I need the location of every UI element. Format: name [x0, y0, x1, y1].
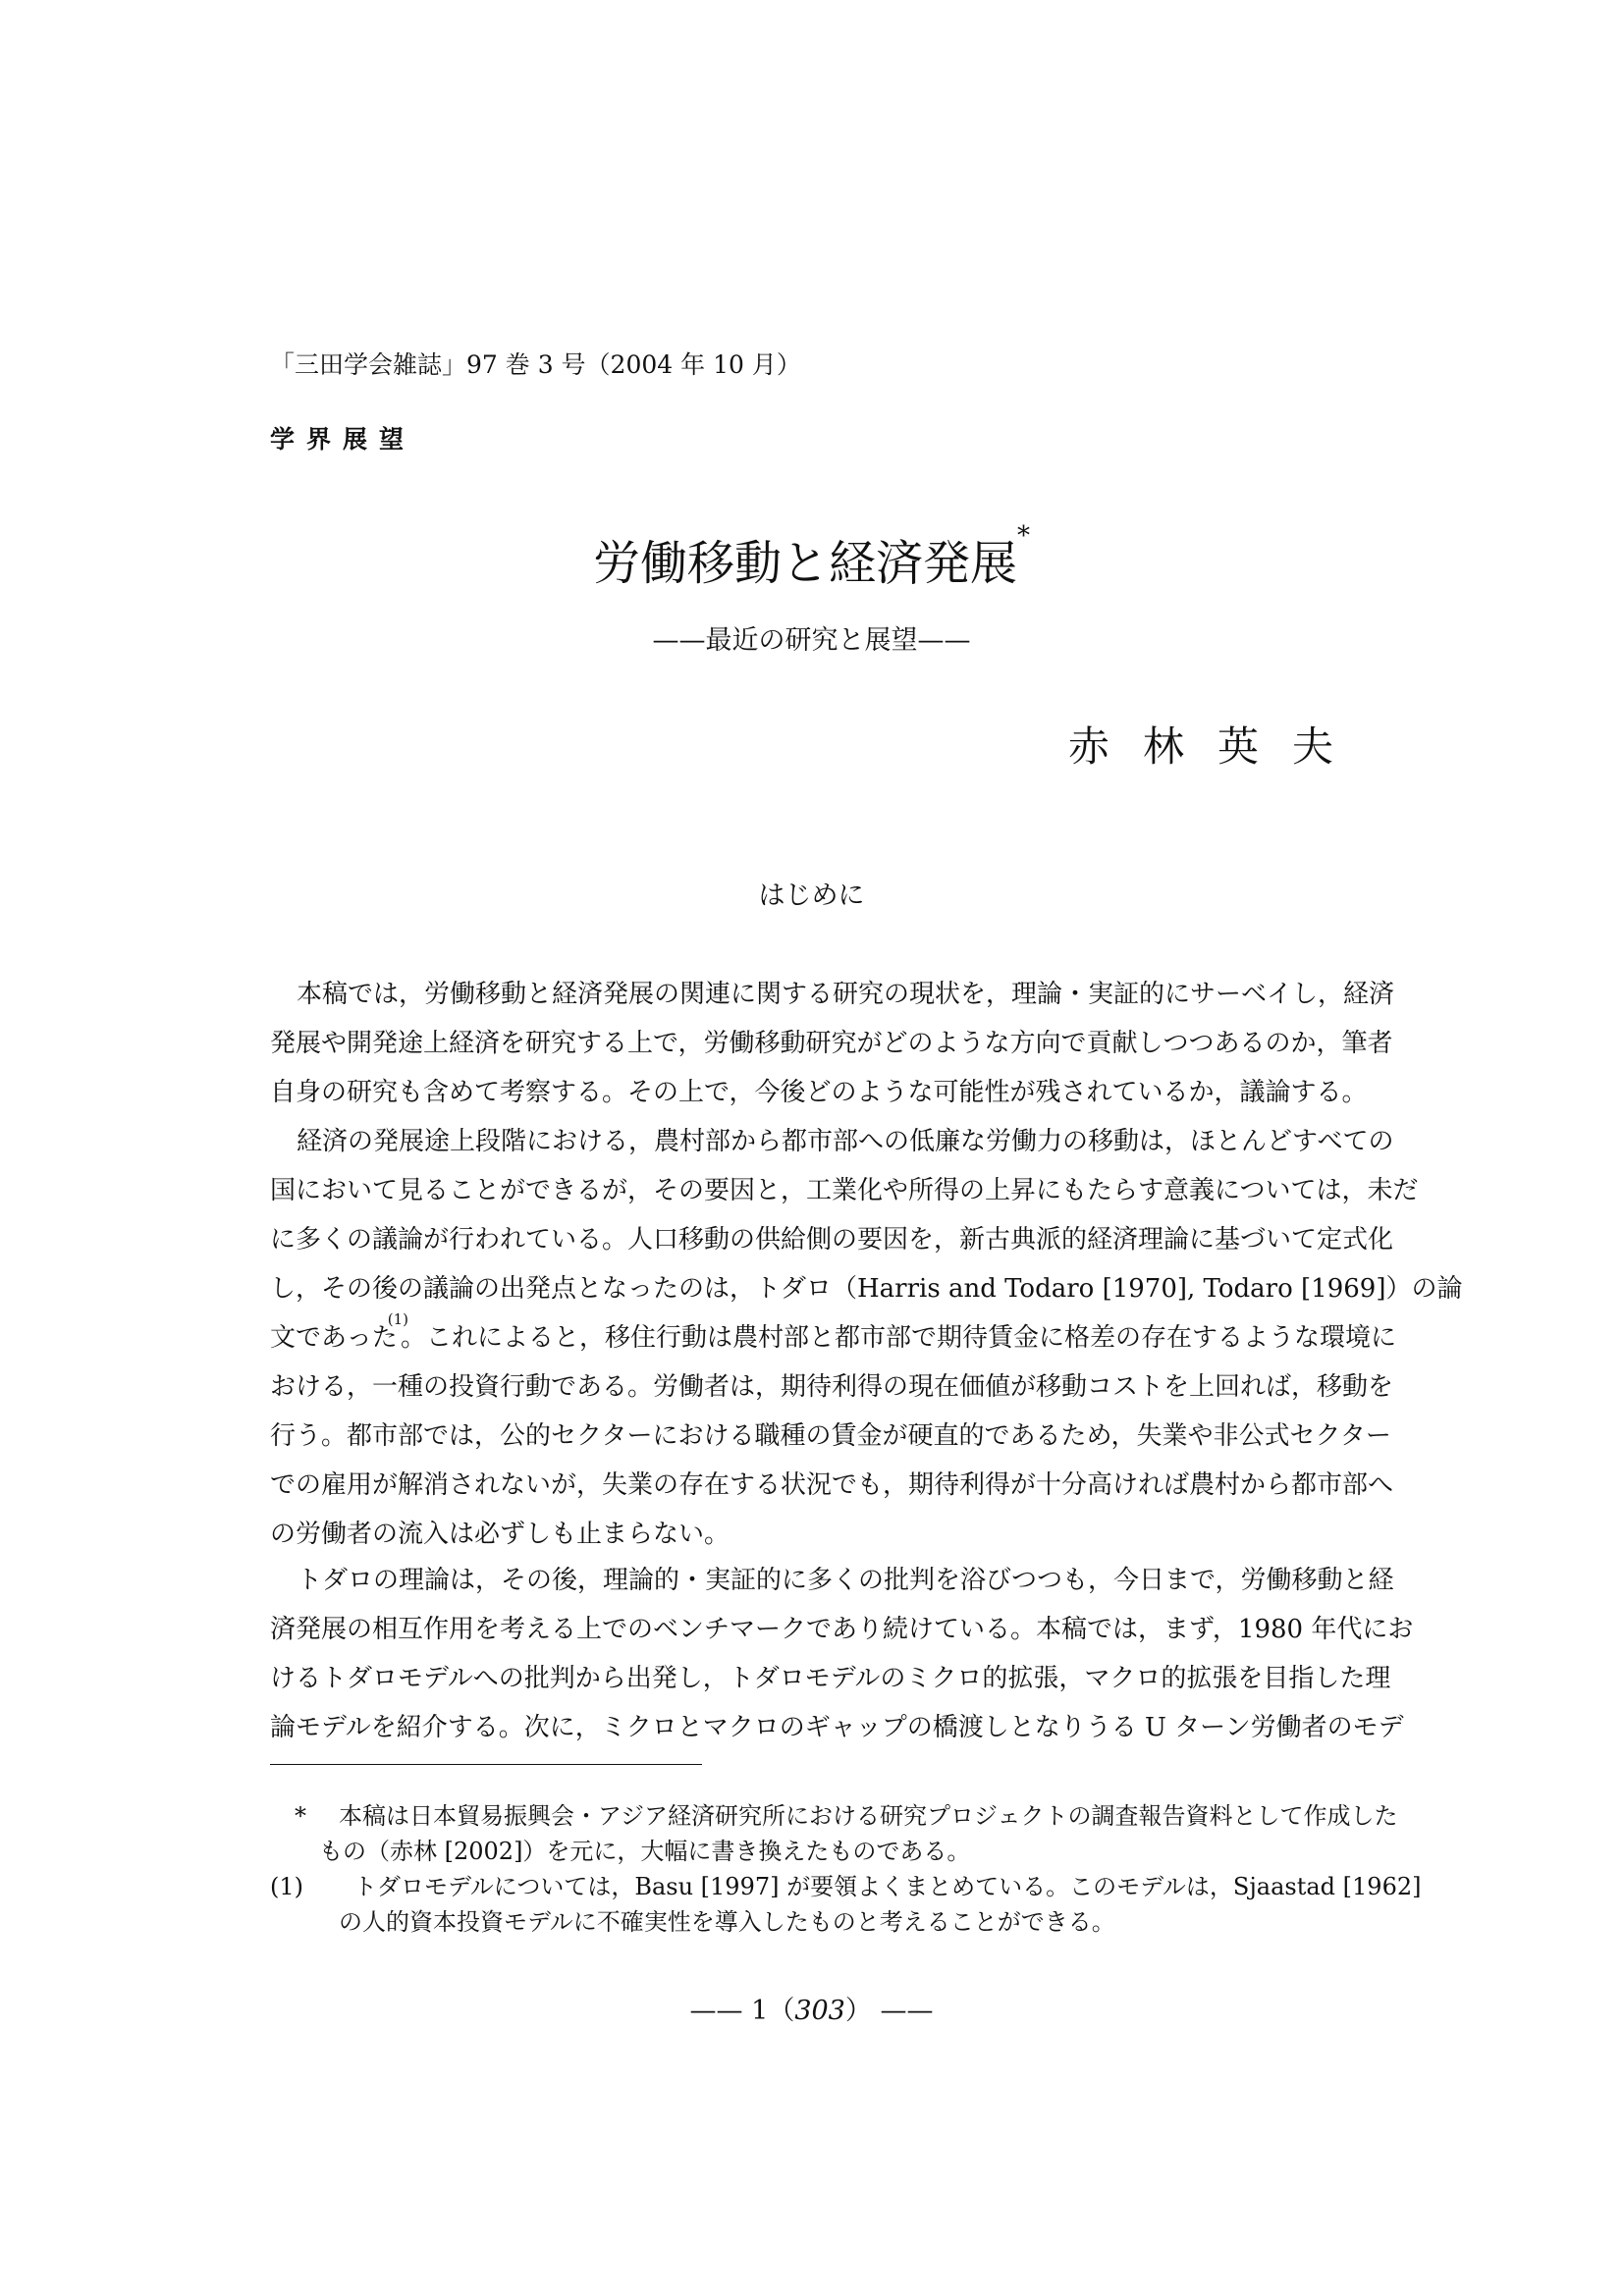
body-line: 国において見ることができるが，その要因と，工業化や所得の上昇にもたらす意義については，未だ [270, 1176, 1419, 1205]
article-title [0, 521, 1623, 593]
body-line: 自身の研究も含めて考察する。その上で，今後どのような可能性が残されているか，議論する。 [270, 1078, 1368, 1107]
title-text: 労働移動と経済発展 [592, 536, 1017, 591]
article-subtitle: ——最近の研究と展望—— [652, 625, 971, 656]
body-text: 文であった [270, 1323, 398, 1353]
body-line: に多くの議論が行われている。人口移動の供給側の要因を，新古典派的経済理論に基づいて定式化 [270, 1225, 1394, 1255]
page-number: —— 1（303） —— [689, 1996, 934, 2026]
footnote-line: 本稿は日本貿易振興会・アジア経済研究所における研究プロジェクトの調査報告資料として作成した [339, 1802, 1398, 1830]
footnote-line: トダロモデルについては，Basu [1997] が要領よくまとめている。このモデルは，Sjaastad [1962] [353, 1873, 1422, 1900]
page-number-value: 1 [751, 1996, 769, 2026]
body-line: 行う。都市部では，公的セクターにおける職種の賃金が硬直的であるため，失業や非公式セクター [270, 1421, 1391, 1451]
page-dash: —— [880, 1996, 934, 2026]
body-line: 経済の発展途上段階における，農村部から都市部への低廉な労働力の移動は，ほとんどすべての [297, 1127, 1394, 1156]
body-line: 済発展の相互作用を考える上でのベンチマークであり続けている。本稿では，まず，1980 年代にお [270, 1615, 1414, 1644]
body-text: 。これによると，移住行動は農村部と都市部で期待賃金に格差の存在するような環境に [401, 1323, 1397, 1353]
journal-citation: 「三田学会雑誌」97 巻 3 号（2004 年 10 月） [270, 350, 801, 379]
page-number-total: 303 [794, 1996, 845, 2026]
section-heading: はじめに [758, 881, 865, 911]
body-line: での雇用が解消されないが，失業の存在する状況でも，期待利得が十分高ければ農村から都市部へ [270, 1470, 1394, 1500]
body-line: トダロの理論は，その後，理論的・実証的に多くの批判を浴びつつも，今日まで，労働移動と経 [297, 1566, 1394, 1595]
author-name: 赤林英夫 [1068, 722, 1368, 771]
body-line: 発展や開発途上経済を研究する上で，労働移動研究がどのような方向で貢献しつつあるのか，筆者 [270, 1029, 1393, 1058]
body-line: けるトダロモデルへの批判から出発し，トダロモデルのミクロ的拡張，マクロ的拡張を目指した理 [270, 1664, 1391, 1693]
title-footnote-mark: * [1017, 521, 1030, 551]
footnote-divider [270, 1764, 702, 1765]
body-line: 本稿では，労働移動と経済発展の関連に関する研究の現状を，理論・実証的にサーベイし，経済 [297, 980, 1395, 1009]
footnote-line: もの（赤林 [2002]）を元に，大幅に書き換えたものである。 [319, 1838, 971, 1865]
footnote-line: の人的資本投資モデルに不確実性を導入したものと考えることができる。 [339, 1908, 1115, 1936]
footnote-reference[interactable]: (1) [387, 1310, 408, 1328]
body-line: 論モデルを紹介する。次に，ミクロとマクロのギャップの橋渡しとなりうる U ターン労働者のモデ [270, 1713, 1404, 1742]
section-label: 学界展望 [270, 425, 416, 454]
body-line: おける，一種の投資行動である。労働者は，期待利得の現在価値が移動コストを上回れば，移動を [270, 1372, 1394, 1402]
body-line [270, 1310, 1397, 1358]
page-dash: —— [689, 1996, 743, 2026]
footnote-mark: (1) [270, 1873, 303, 1900]
footnote-mark: * [295, 1802, 306, 1830]
body-line: の労働者の流入は必ずしも止まらない。 [270, 1520, 730, 1549]
body-line: し，その後の議論の出発点となったのは，トダロ（Harris and Todaro [1970], Todaro [1969]）の論 [270, 1274, 1463, 1304]
